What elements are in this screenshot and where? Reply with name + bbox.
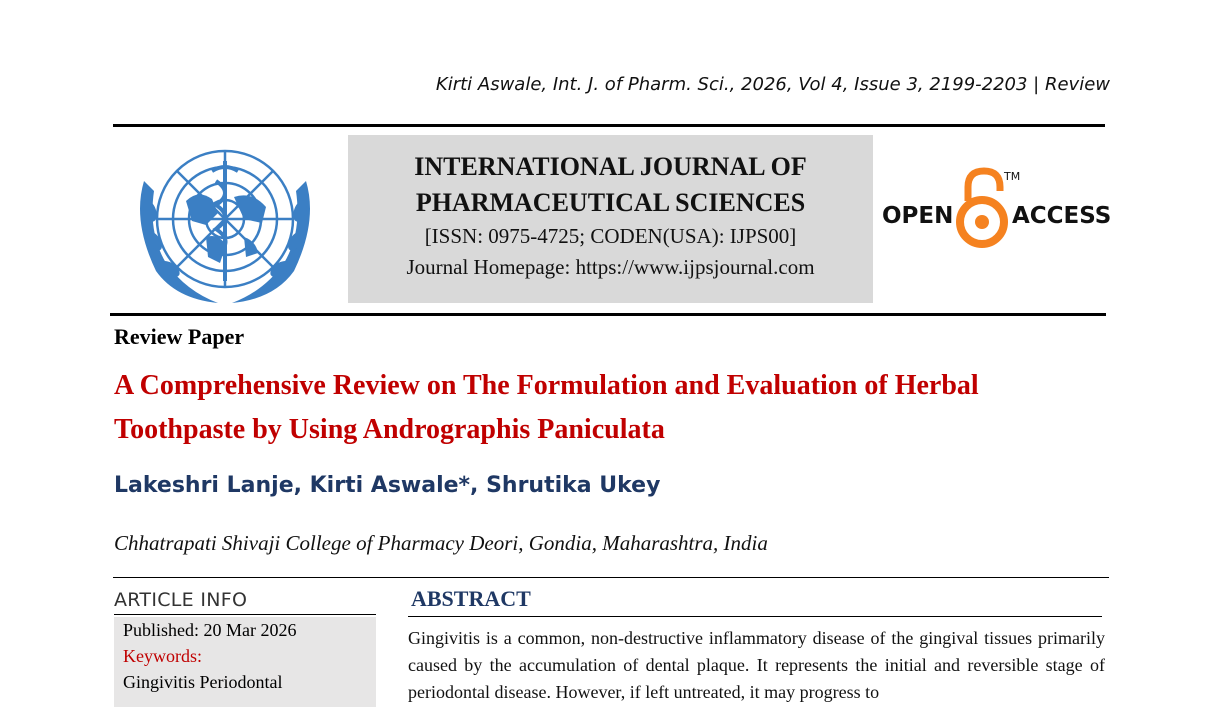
open-lock-icon [960,171,1004,244]
open-access-left-text: OPEN [882,203,954,229]
journal-name-line2: PHARMACEUTICAL SCIENCES [415,188,806,217]
paper-type-label: Review Paper [114,324,245,349]
journal-name-line1: INTERNATIONAL JOURNAL OF [414,152,807,181]
abstract-text: Gingivitis is a common, non-destructive inflammatory disease of the gingival tissues primarily caused by the accumulation of dental plaque. It represents the initial and reversible stage of periodontal disease. However, if left untreated, it may progress to [408,628,1105,702]
paper-authors: Lakeshri Lanje, Kirti Aswale*, Shrutika Ukey [114,473,661,498]
section-divider [113,577,1109,578]
article-info-underline [114,614,376,615]
top-rule [113,124,1105,127]
open-access-right-text: ACCESS [1012,203,1110,229]
journal-issn: [ISSN: 0975-4725; CODEN(USA): IJPS00] [424,224,797,248]
trademark-mark: TM [1004,170,1021,183]
author-affiliation: Chhatrapati Shivaji College of Pharmacy Deori, Gondia, Maharashtra, India [114,531,768,555]
running-header-citation: Kirti Aswale, Int. J. of Pharm. Sci., 2026, Vol 4, Issue 3, 2199-2203 | Review [435,74,1110,95]
article-info-heading: ARTICLE INFO [114,589,248,611]
journal-name [348,149,873,221]
paper-title: A Comprehensive Review on The Formulation and Evaluation of Herbal Toothpaste by Using Andrographis Paniculata [114,370,979,445]
keywords-label: Keywords: [123,646,202,666]
journal-homepage[interactable]: Journal Homepage: https://www.ijpsjournal.com [406,255,815,279]
abstract-underline [408,616,1102,617]
published-date: Published: 20 Mar 2026 [123,620,297,640]
masthead-bottom-rule [110,313,1106,316]
article-info-box [114,617,376,707]
abstract-heading: ABSTRACT [411,586,531,611]
un-emblem-icon [126,141,324,309]
keywords-list: Gingivitis Periodontal [123,672,283,692]
open-access-logo [880,165,1110,255]
journal-masthead [348,135,873,303]
